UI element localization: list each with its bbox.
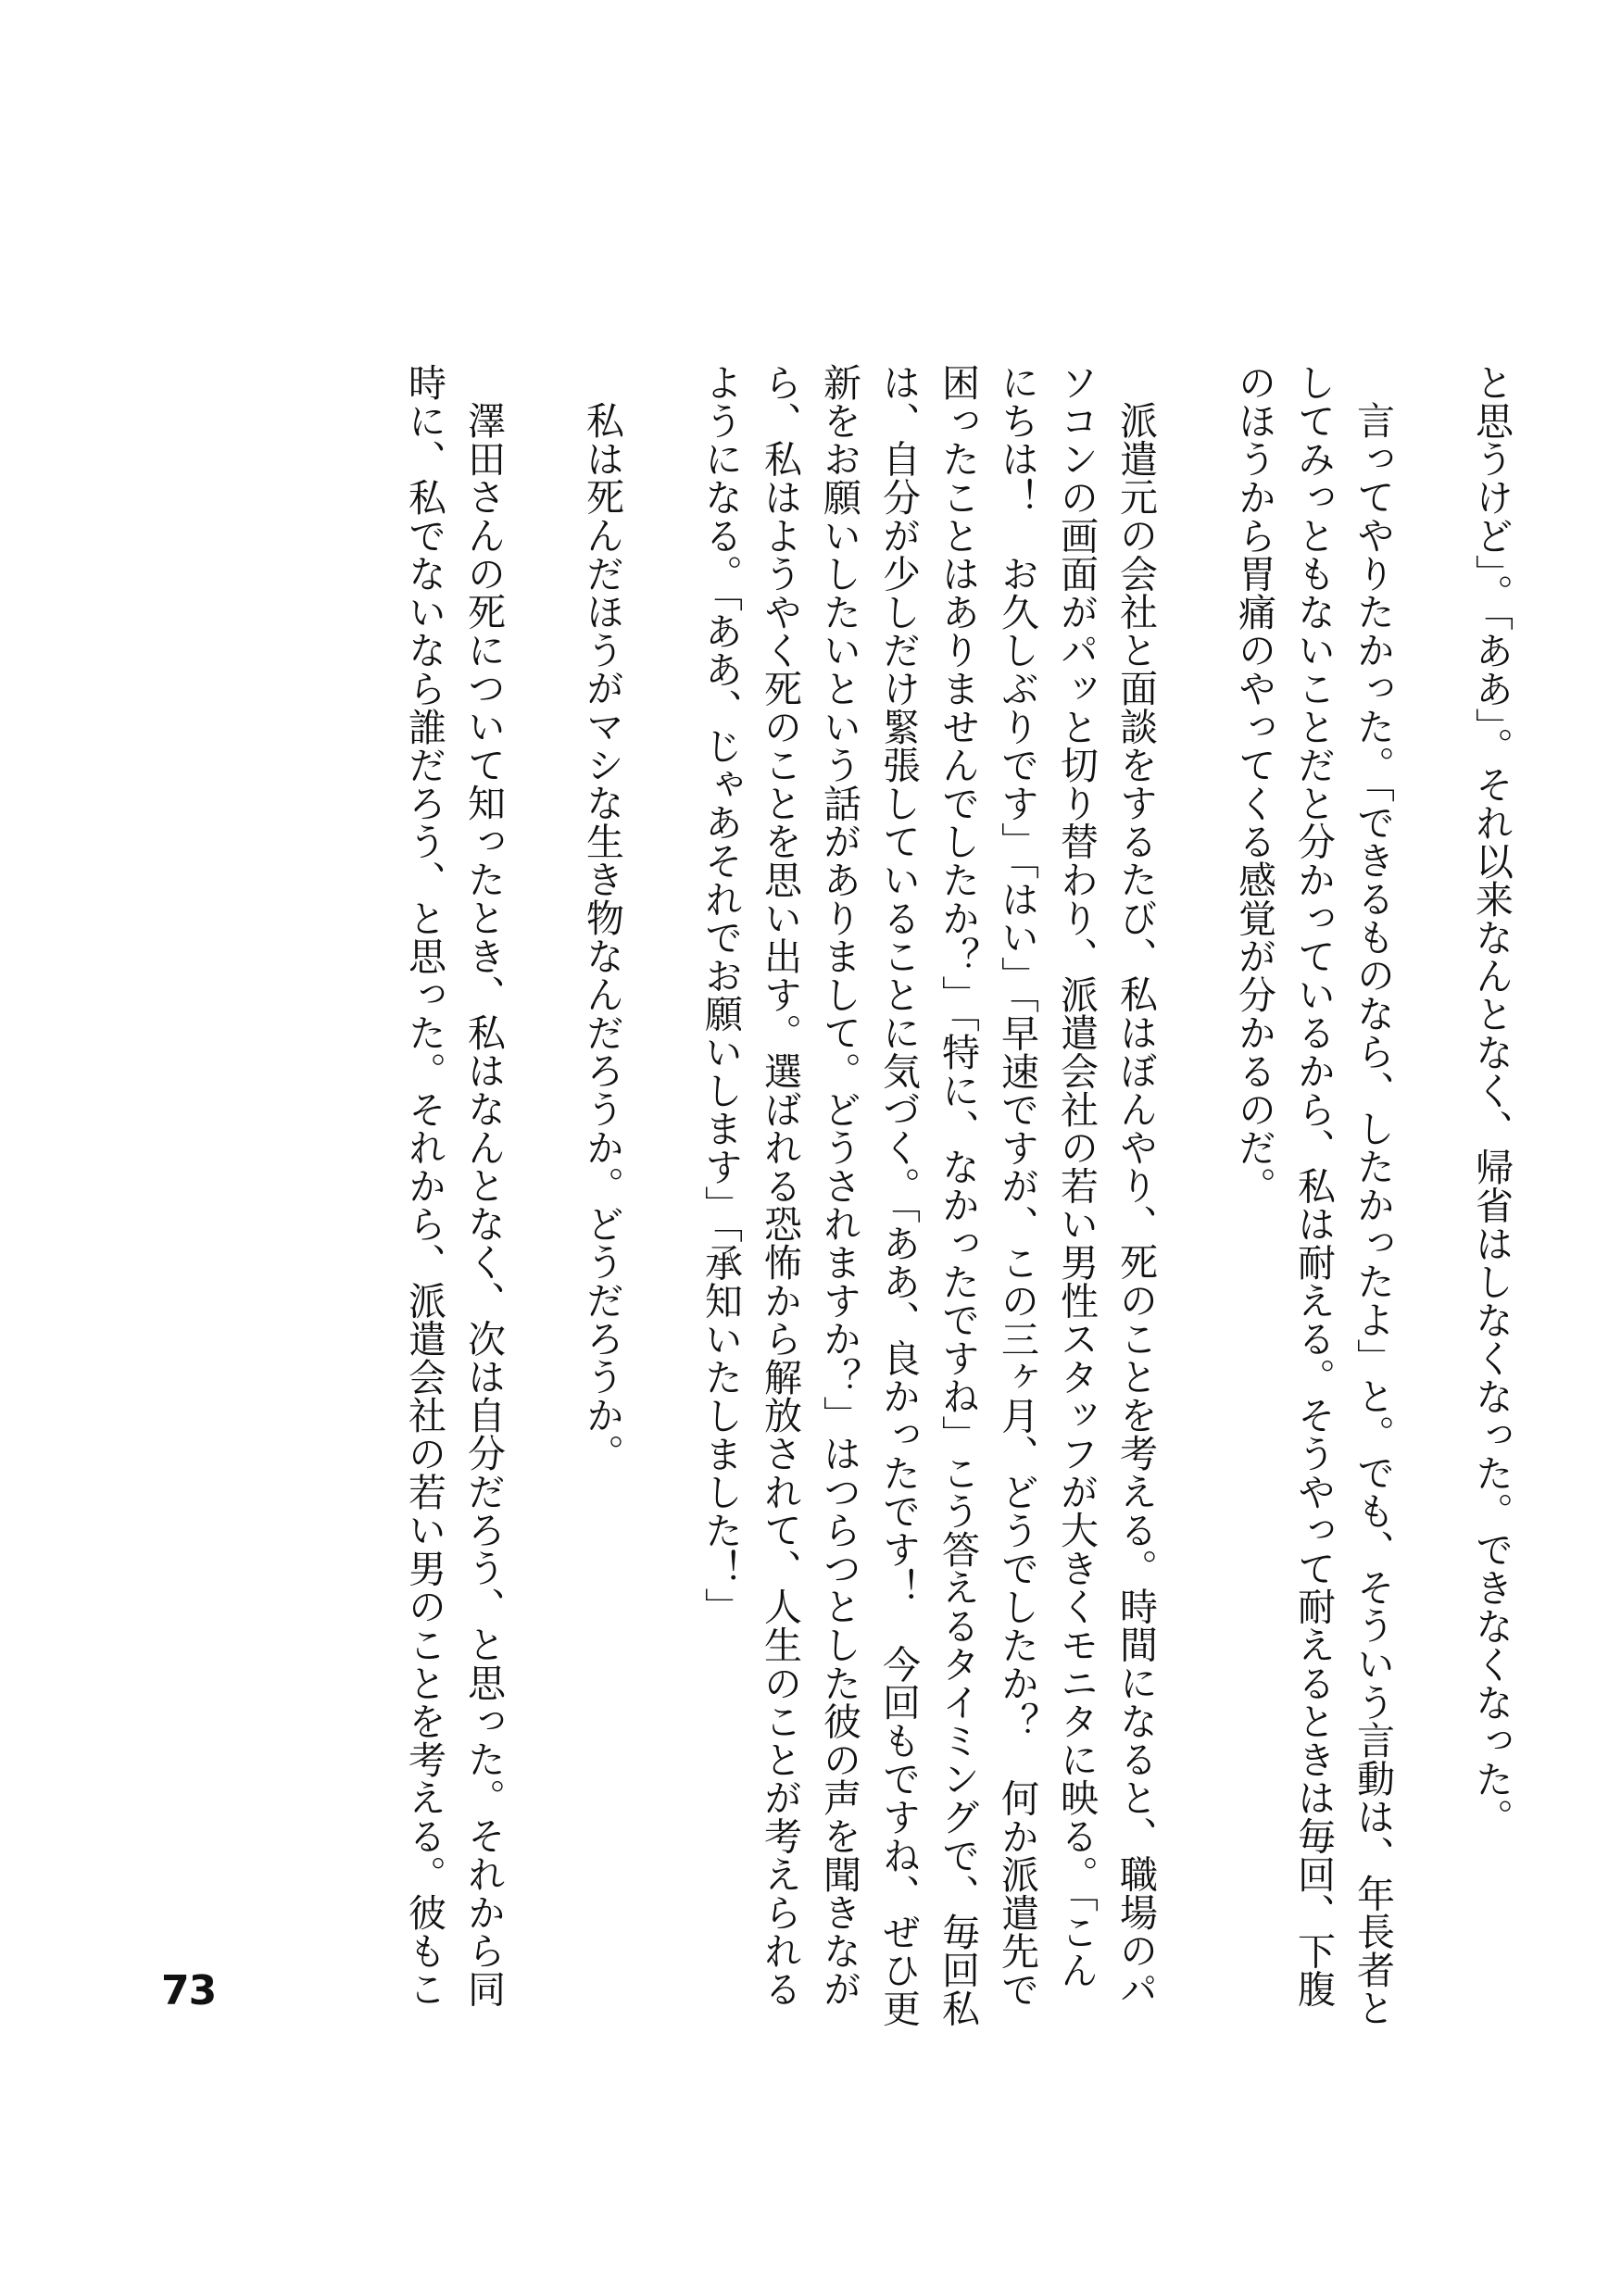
text-line: 私は死んだほうがマシな生き物なんだろうか。どうだろうか。 (580, 401, 624, 1473)
text-line: してみっともないことだと分かっているから、私は耐える。そうやって耐えるときは毎回、下腹 (1291, 363, 1336, 2008)
paragraph-gap (513, 363, 572, 1882)
text-line: にちは！ お久しぶりです」「はい」「早速ですが、この三ヶ月、どうでしたか？ 何か派遣先で (995, 363, 1039, 2009)
text-line: ようになる。「ああ、じゃあそれでお願いします」「承知いたしました！」 (698, 363, 743, 1626)
text-line: と思うけど」。「ああ」。それ以来なんとなく、帰省はしなくなった。できなくなった。 (1469, 363, 1514, 1837)
page-number: 73 (161, 1967, 217, 2014)
text-line: 言ってやりたかった。「できるものなら、したかったよ」と。でも、そういう言動は、年長者と (1351, 401, 1395, 2027)
text-line: は、自分が少しだけ緊張していることに気づく。「ああ、良かったです！ 今回もですね、ぜひ更 (876, 363, 921, 2027)
paragraph-gap (1402, 363, 1462, 1882)
text-line: 困ったことはありませんでしたか？」「特に、なかったですね」こう答えるタイミングで、毎回私 (936, 363, 980, 2027)
text-line: 時に、私でないなら誰だろう、と思った。それから、派遣会社の若い男のことを考える。彼もこ (402, 363, 446, 2008)
text-line: のほうから胃痛のやってくる感覚が分かるのだ。 (1232, 363, 1276, 1205)
text-line: 澤田さんの死について知ったとき、私はなんとなく、次は自分だろう、と思った。それから同 (461, 401, 506, 2008)
text-line: ソコンの画面がパッと切り替わり、派遣会社の若い男性スタッフが大きくモニタに映る。「こん (1054, 363, 1099, 1989)
text-line: ら、私はようやく死のことを思い出す。選ばれる恐怖から解放されて、人生のことが考えられる (758, 363, 802, 2008)
paragraph-gap (632, 363, 691, 1882)
paragraph-gap (1165, 363, 1225, 1882)
text-line: 新をお願いしたいという話がありまして。どうされますか？」はつらつとした彼の声を聞きなが (817, 363, 861, 2008)
text-line: 派遣元の会社と面談をするたび、私はぼんやり、死のことを考える。時間になると、職場のパ (1113, 401, 1158, 2008)
